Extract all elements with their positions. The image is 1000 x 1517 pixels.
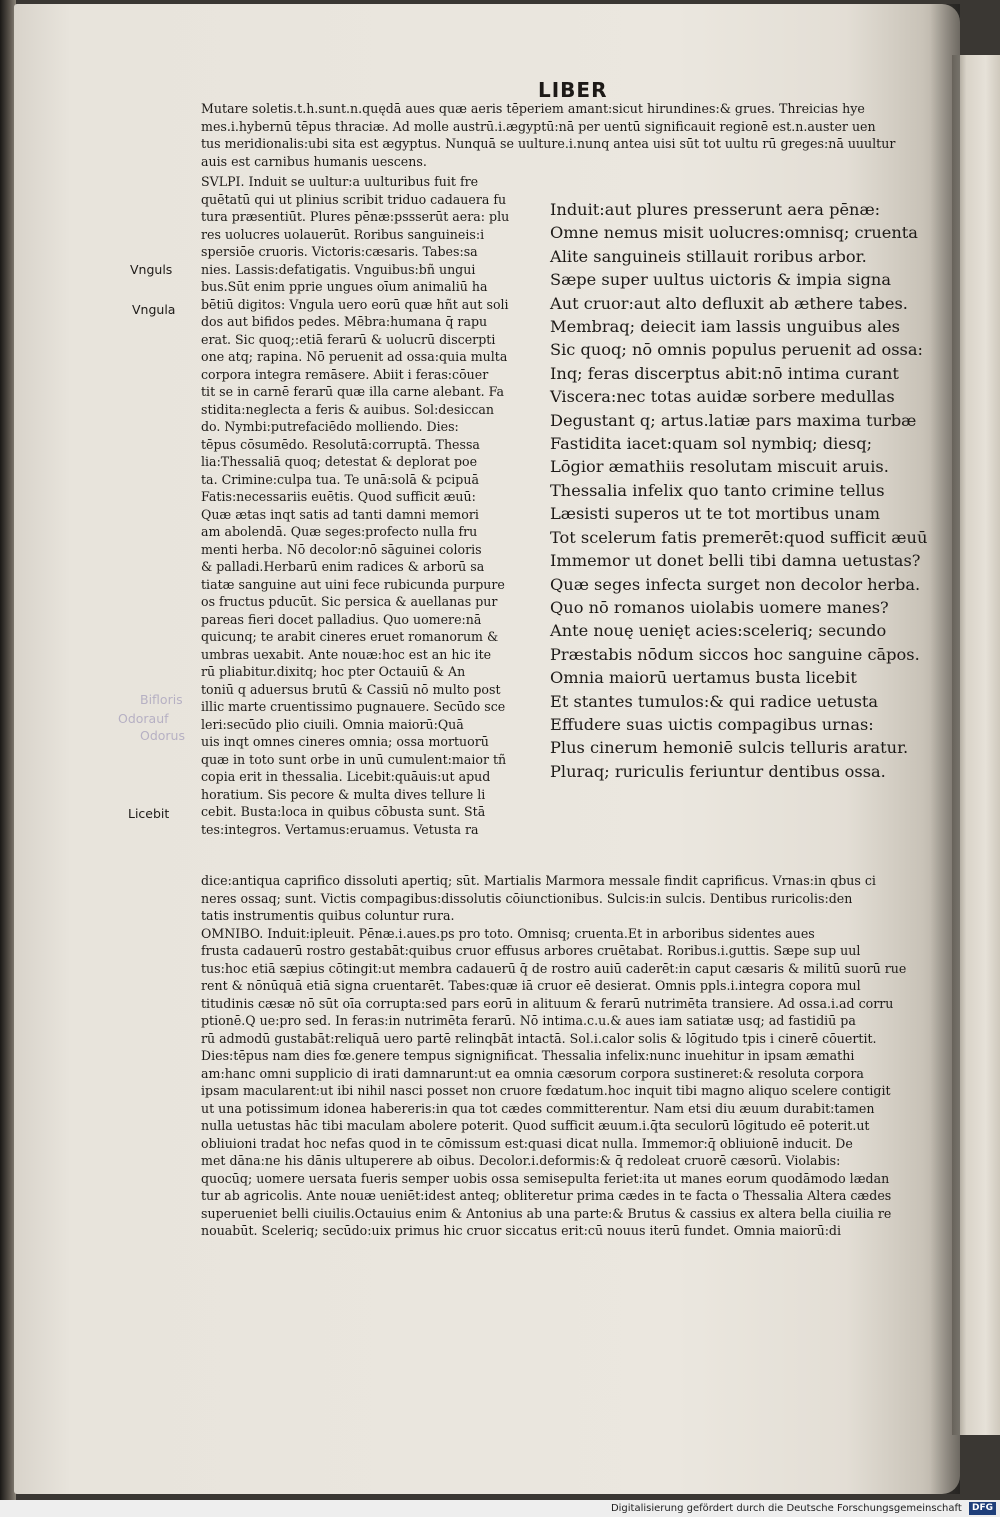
commentary-line: neres ossaq; sunt. Victis compagibus:dissolutis cōiunctionibus. Sulcis:in sulcis. Dentibus ruricolis:den — [201, 890, 853, 906]
commentary-line: ut una potissimum idonea habereris:in qua tot cædes committerentur. Nam etsi diu æuum durabit:tamen — [201, 1100, 875, 1116]
footer-credit: Digitalisierung gefördert durch die Deutsche Forschungsgemeinschaft — [610, 1503, 962, 1514]
verse-line: Thessalia infelix quo tanto crimine tellus — [550, 480, 885, 500]
commentary-line: illic marte cruentissimo pugnauere. Secūdo sce — [201, 699, 506, 714]
commentary-line: quæ in toto sunt orbe in unū cumulent:maior tñ — [201, 751, 507, 767]
commentary-line: am:hanc omni supplicio di irati damnarunt:ut ea omnia cæsorum corpora sustineret:& resoluta corpora — [201, 1065, 864, 1081]
dfg-logo: DFG — [969, 1502, 996, 1515]
commentary-line: Quæ ætas inqt satis ad tanti damni memori — [201, 506, 479, 522]
commentary-line: quicunq; te arabit cineres eruet romanorum & — [201, 629, 499, 644]
verse-line: Inq; feras discerptus abit:nō intima curant — [550, 363, 899, 383]
verse-line: Tot scelerum fatis premerēt:quod sufficit æuū — [550, 527, 928, 547]
commentary-line: bus.Sūt enim pprie ungues oīum animaliū ha — [201, 279, 488, 294]
verse-line: Effudere suas uictis compagibus urnas: — [550, 714, 874, 734]
commentary-line: erat. Sic quoq;:etiā ferarū & uolucrū discerpti — [201, 331, 496, 347]
commentary-line: titudinis cæsæ nō sūt oīa corrupta:sed pars eorū in alituum & ferarū nutrimēta transiere. Ad ossa.i.ad corru — [201, 995, 894, 1011]
commentary-line: am abolendā. Quæ seges:profecto nulla fru — [201, 524, 478, 539]
commentary-line: Fatis:necessariis euētis. Quod sufficit æuū: — [201, 489, 476, 504]
commentary-line: horatium. Sis pecore & multa dives tellure li — [201, 786, 486, 802]
verse-line: Omnia maiorū uertamus busta licebit — [550, 668, 857, 688]
verse-line: Omne nemus misit uolucres:omnisq; cruenta — [550, 223, 918, 243]
commentary-line: tur ab agricolis. Ante nouæ ueniēt:idest anteq; obliteretur prima cædes in te facta o Thessalia Altera cædes — [201, 1188, 892, 1203]
commentary-line: superueniet belli ciuilis.Octauius enim & Antonius ab una parte:& Brutus & cassius ex altera bella ciuilia re — [201, 1205, 892, 1221]
commentary-left-column — [201, 173, 509, 838]
verse-line: Ante nouę uenięt acies:sceleriq; secundo — [550, 621, 887, 641]
commentary-line: Dies:tēpus nam dies fœ.genere tempus signignificat. Thessalia infelix:nunc inuehitur in ipsam æmathi — [201, 1048, 855, 1063]
commentary-line: menti herba. Nō decolor:nō sāguinei coloris — [201, 541, 482, 557]
commentary-line: toniū q aduersus brutū & Cassiū nō multo post — [201, 681, 501, 697]
verse-line: Membraq; deiecit iam lassis unguibus ales — [550, 317, 900, 337]
commentary-top — [201, 100, 895, 170]
commentary-line: obliuioni tradat hoc nefas quod in te cōmissum est:quasi dicat nulla. Immemor:q̄ obliuionē inducit. De — [201, 1135, 853, 1151]
verse-line: Aut cruor:aut alto defluxit ab æthere tabes. — [550, 293, 908, 313]
verse-line: Læsisti superos ut te tot mortibus unam — [550, 504, 881, 524]
commentary-line: uis inqt omnes cineres omnia; ossa mortuorū — [201, 734, 489, 749]
commentary-line: spersiōe cruoris. Victoris:cæsaris. Tabes:sa — [201, 244, 478, 259]
commentary-line: one atq; rapina. Nō peruenit ad ossa:quia multa — [201, 349, 508, 364]
margin-note-ungula: Vnguls — [130, 262, 173, 277]
verse-line: Lōgior æmathiis resolutam miscuit aruis. — [550, 457, 889, 477]
margin-note-faint: Odorauf — [118, 711, 169, 726]
commentary-line: pareas fieri docet palladius. Quo uomere:nā — [201, 611, 482, 627]
commentary-line: tes:integros. Vertamus:eruamus. Vetusta ra — [201, 821, 479, 837]
margin-note-ungula: Vngula — [132, 302, 176, 317]
commentary-line: mes.i.hybernū tēpus thraciæ. Ad molle austrū.i.ægyptū:nā per uentū significauit regionē est.n.auster uen — [201, 118, 876, 134]
verse-line: Pluraq; ruriculis feriuntur dentibus ossa. — [550, 761, 886, 781]
commentary-line: quocūq; uomere uersata fueris semper uobis ossa semisepulta feriet:ita ut manes eorum quodāmodo lædan — [201, 1170, 890, 1186]
commentary-line: tit se in carnē ferarū quæ illa carne alebant. Fa — [201, 384, 505, 399]
commentary-line: ipsam macularent:ut ibi nihil nasci posset non cruore fœdatum.hoc inquit tibi magno aliquo scelere contigit — [201, 1083, 891, 1098]
commentary-line: Mutare soletis.t.h.sunt.n.quędā aues quæ aeris tēperiem amant:sicut hirundines:& grues. Threicias hye — [201, 101, 865, 116]
commentary-line: rent & nōnūquā etiā signa cruentarēt. Tabes:quæ iā cruor eē desierat. Omnis ppls.i.integra copora mul — [201, 978, 861, 993]
gutter-shadow — [930, 4, 960, 1494]
commentary-line: frusta cadauerū rostro gestabāt:quibus cruor effusus arbores cruētabat. Roribus.i.guttis. Sæpe sup uul — [201, 943, 861, 958]
verse-line: Viscera:nec totas auidæ sorbere medullas — [550, 387, 895, 407]
commentary-line: tiatæ sanguine aut uini fece rubicunda purpure — [201, 576, 505, 592]
commentary-line: OMNIBO. Induit:ipleuit. Pēnæ.i.aues.ps pro toto. Omnisq; cruenta.Et in arboribus sidentes aues — [201, 925, 815, 941]
commentary-line: cebit. Busta:loca in quibus cōbusta sunt. Stā — [201, 804, 486, 819]
commentary-line: rū pliabitur.dixitq; hoc pter Octauiū & An — [201, 664, 466, 679]
commentary-line: nies. Lassis:defatigatis. Vnguibus:bñ ungui — [201, 261, 476, 277]
commentary-line: os fructus pducūt. Sic persica & auellanas pur — [201, 594, 498, 609]
digitization-footer — [0, 1500, 1000, 1517]
commentary-line: & palladi.Herbarū enim radices & arborū sa — [201, 559, 485, 574]
commentary-line: tus:hoc etiā sæpius cōtingit:ut membra cadauerū q̄ de rostro auiū caderēt:in caput cæsaris & militū suorū rue — [201, 960, 907, 976]
commentary-line: tēpus cōsumēdo. Resolutā:corruptā. Thessa — [201, 436, 480, 452]
commentary-line: ptionē.Q ue:pro sed. In feras:in nutrimēta ferarū. Nō intima.c.u.& aues iam satiatæ usq; ad fastidiū pa — [201, 1013, 856, 1028]
verse-line: Sic quoq; nō omnis populus peruenit ad ossa: — [550, 340, 923, 360]
verse-line: Quo nō romanos uiolabis uomere manes? — [550, 597, 889, 617]
verse-line: Fastidita iacet:quam sol nymbiq; diesq; — [550, 434, 873, 454]
commentary-line: tatis instrumentis quibus coluntur rura. — [201, 908, 455, 923]
commentary-line: nulla uetustas hāc tibi maculam abolere poterit. Quod sufficit æuum.i.q̄ta seculorū lōgitudo eē poterit.ut — [201, 1118, 870, 1133]
commentary-line: ta. Crimine:culpa tua. Te unā:solā & pcipuā — [201, 471, 479, 487]
commentary-line: leri:secūdo plio ciuili. Omnia maiorū:Quā — [201, 716, 464, 732]
commentary-line: quētatū qui ut plinius scribit triduo cadauera fu — [201, 191, 507, 207]
commentary-line: SVLPI. Induit se uultur:a uulturibus fuit fre — [201, 174, 479, 189]
margin-note-licebit: Licebit — [128, 806, 170, 821]
commentary-line: auis est carnibus humanis uescens. — [201, 153, 427, 169]
margin-note-faint: Bifloris — [140, 692, 183, 707]
commentary-line: rū admodū gustabāt:reliquā uero partē relinqbāt intactā. Sol.i.calor solis & lōgitudo tpis i cinerē cōuertit. — [201, 1030, 877, 1046]
commentary-line: stidita:neglecta a feris & auibus. Sol:desiccan — [201, 401, 495, 417]
verse-line: Quæ seges infecta surget non decolor herba. — [550, 574, 921, 594]
commentary-line: umbras uexabit. Ante nouæ:hoc est an hic ite — [201, 646, 492, 662]
verse-line: Degustant q; artus.latiæ pars maxima turbæ — [550, 410, 917, 430]
commentary-line: met dāna:ne his dānis ultuperere ab oibus. Decolor.i.deformis:& q̄ redoleat cruorē cæsorū. Violabis: — [201, 1153, 841, 1168]
commentary-line: res uolucres uolauerūt. Roribus sanguineis:i — [201, 226, 485, 242]
verse-line: Plus cinerum hemoniē sulcis telluris aratur. — [550, 738, 909, 758]
commentary-bottom — [201, 872, 906, 1240]
verse-line: Induit:aut plures presserunt aera pēnæ: — [550, 200, 881, 219]
commentary-line: dos aut bifidos pedes. Mēbra:humana q̄ rapu — [201, 314, 488, 329]
commentary-line: lia:Thessaliā quoq; detestat & deplorat poe — [201, 454, 478, 469]
verse-line: Immemor ut donet belli tibi damna uetustas? — [550, 551, 921, 571]
commentary-line: copia erit in thessalia. Licebit:quāuis:ut apud — [201, 769, 491, 784]
running-title: LIBER — [538, 78, 608, 102]
commentary-line: do. Nymbi:putrefaciēdo molliendo. Dies: — [201, 419, 459, 434]
verse-line: Alite sanguineis stillauit roribus arbor. — [550, 246, 867, 266]
commentary-line: tus meridionalis:ubi sita est ægyptus. Nunquā se uulture.i.nunq antea uisi sūt tot uultu rū greges:nā uuultur — [201, 136, 896, 151]
verse-line: Præstabis nōdum siccos hoc sanguine cāpos. — [550, 644, 920, 664]
margin-note-faint: Odorus — [140, 728, 185, 743]
verse-line: Et stantes tumulos:& qui radice uetusta — [550, 691, 879, 711]
commentary-line: nouabūt. Sceleriq; secūdo:uix primus hic cruor siccatus erit:cū nouus iterū fundet. Omnia maiorū:di — [201, 1223, 842, 1238]
commentary-line: dice:antiqua caprifico dissoluti apertiq; sūt. Martialis Marmora messale findit caprificus. Vrnas:in qbus ci — [201, 873, 876, 888]
verse-column — [550, 198, 927, 783]
commentary-line: corpora integra remāsere. Abiit i feras:cōuer — [201, 366, 489, 382]
commentary-line: tura præsentiūt. Plures pēnæ:pssserūt aera: plu — [201, 209, 510, 224]
verse-line: Sæpe super uultus uictoris & impia signa — [550, 270, 891, 290]
commentary-line: bētiū digitos: Vngula uero eorū quæ hñt aut soli — [201, 296, 509, 312]
